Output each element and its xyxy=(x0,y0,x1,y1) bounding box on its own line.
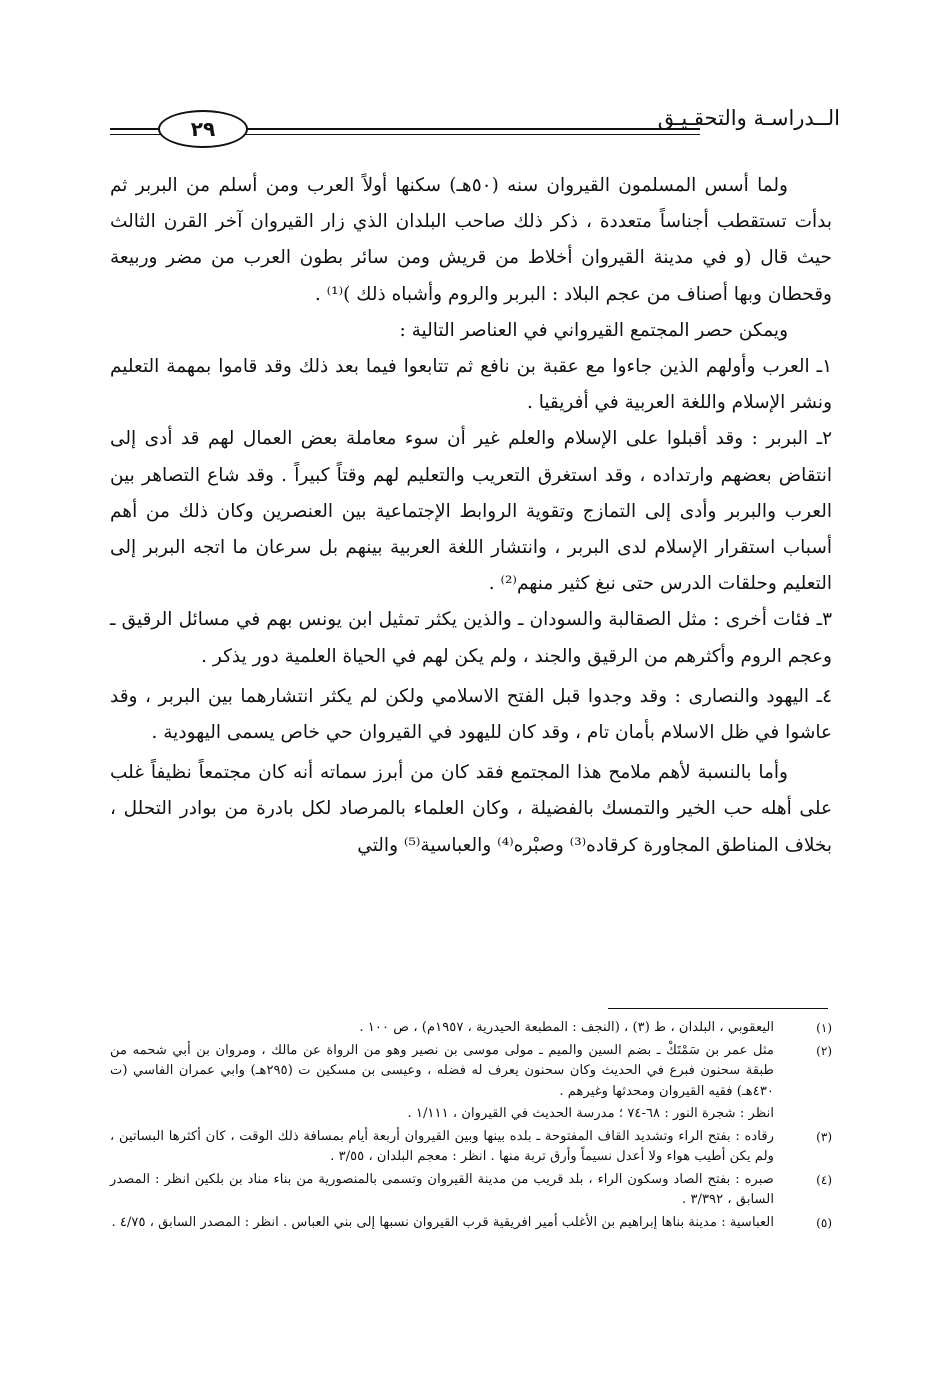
list-item-jews-christians: ٤ـ اليهود والنصارى : وقد وجدوا قبل الفتح الاسلامي ولكن لم يكثر انتشارهما بين البربر ، وقد عاشوا في ظل الاسلام بأمان تام ، وقد كان لليهود في القيروان حي خاص يسمى اليهودية . xyxy=(110,685,832,744)
list-item-other-groups: ٣ـ فئات أخرى : مثل الصقالبة والسودان ـ والذين يكثر تمثيل ابن يونس بهم في مسائل الرقيق ـ وعجم الروم وأكثرهم من الرقيق والجند ، ولم يكن لهم في الحياة العلمية دور يذكر . xyxy=(110,609,832,667)
running-header xyxy=(110,92,840,150)
footnote-mark: (٤) xyxy=(816,1172,832,1187)
footnote-mark: (٣) xyxy=(816,1129,832,1144)
footnote-3 xyxy=(110,1127,832,1168)
footnote-1 xyxy=(110,1018,832,1039)
footnote-text: العباسية : مدينة بناها إبراهيم بن الأغلب أمير افريقية قرب القيروان نسبها إلى بني العباس . انظر : المصدر السابق ، ٤/٧٥ . xyxy=(111,1214,774,1230)
footnote-separator xyxy=(608,1008,828,1009)
footnote-2 xyxy=(110,1041,832,1103)
footnote-text: رقاده : بفتح الراء وتشديد القاف المفتوحة ـ بلده بينها وبين القيروان أربعة أيام بمسافة ذلك الوقت ، كان أكثرها البساتين ، ولم يكن أطيب هواء ولا أعدل نسيماً وأرق تربة منها . انظر : معجم البلدان ، ٣/٥٥ . xyxy=(110,1128,774,1164)
list-item-arabs: ١ـ العرب وأولهم الذين جاءوا مع عقبة بن نافع ثم تتابعوا فيما بعد ذلك وقد قاموا بمهمة التعليم ونشر الإسلام واللغة العربية في أفريقيا . xyxy=(110,356,832,414)
footnote-text: مثل عمر بن سَمْتَكْ ـ بضم السين والميم ـ مولى موسى بن نصير وهو من الرواة عن مالك ، ومروان بن أبي شحمه من طبقة سحنون فبرع في الحديث وكان سحنون يعرف له فضله ، وعيسى بن مسكين ت (٢٩٥هـ) وابي عمران الفاسي (ت ٤٣٠هـ) فقيه القيروان ومحدثها وغيرهم . xyxy=(110,1042,774,1099)
paragraph-society-features: وأما بالنسبة لأهم ملامح هذا المجتمع فقد كان من أبرز سماته أنه كان مجتمعاً نظيفاً غلب على أهله حب الخير والتمسك بالفضيلة ، وكان العلماء بالمرصاد لكل بادرة من بوادر التحلل ، بخلاف المناطق المجاورة كرقاده⁽³⁾ وصبْره⁽⁴⁾ والعباسية⁽⁵⁾ والتي xyxy=(110,762,832,856)
page-number: ٢٩ xyxy=(158,110,248,148)
paragraph-elements-lead: ويمكن حصر المجتمع القيرواني في العناصر التالية : xyxy=(399,319,788,341)
main-text xyxy=(110,168,832,864)
footnote-text: اليعقوبي ، البلدان ، ط (٣) ، (النجف : المطبعة الحيدرية ، ١٩٥٧م) ، ص ١٠٠ . xyxy=(359,1020,774,1035)
list-item-berbers: ٢ـ البربر : وقد أقبلوا على الإسلام والعلم غير أن سوء معاملة بعض العمال لهم قد أدى إلى انتقاض بعضهم وارتداده ، وقد استغرق التعريب والتعليم لهم وقتاً كبيراً . وقد شاع التصاهر بين العرب والبربر وأدى إلى التمازج وتقوية الروابط الإجتماعية بين العنصرين وكان ذلك من أهم أسباب استقرار الإسلام لدى البربر ، وانتشار اللغة العربية بينهم بل سرعان ما اتجه البربر إلى التعليم وحلقات الدرس حتى نبغ كثير منهم⁽²⁾ . xyxy=(110,428,832,595)
footnote-text: صبره : بفتح الصاد وسكون الراء ، بلد قريب من مدينة القيروان وتسمى بالمنصورية من بناء مناد بن بلكين انظر : المصدر السابق ، ٣/٣٩٢ . xyxy=(110,1171,774,1207)
running-title: الــدراسـة والتحقـيـق xyxy=(657,106,840,130)
footnotes xyxy=(110,1018,832,1235)
footnote-mark: (٢) xyxy=(816,1043,832,1058)
paragraph-intro: ولما أسس المسلمون القيروان سنه (٥٠هـ) سكنها أولاً العرب ومن أسلم من البربر ثم بدأت تستقطب أجناساً متعددة ، ذكر ذلك صاحب البلدان الذي زار القيروان آخر القرن الثالث حيث قال (و في مدينة القيروان أخلاط من قريش ومن سائر بطون العرب من مضر وربيعة وقحطان وبها أصناف من عجم البلاد : البربر والروم وأشباه ذلك )⁽¹⁾ . xyxy=(110,175,832,305)
footnote-text: انظر : شجرة النور : ٦٨-٧٤ ؛ مدرسة الحديث في القيروان ، ١/١١١ . xyxy=(407,1106,774,1121)
footnote-mark: (١) xyxy=(816,1021,832,1035)
footnote-4 xyxy=(110,1170,832,1211)
footnote-2-ref xyxy=(110,1104,832,1125)
footnote-mark: (٥) xyxy=(816,1215,832,1230)
footnote-5 xyxy=(110,1213,832,1234)
